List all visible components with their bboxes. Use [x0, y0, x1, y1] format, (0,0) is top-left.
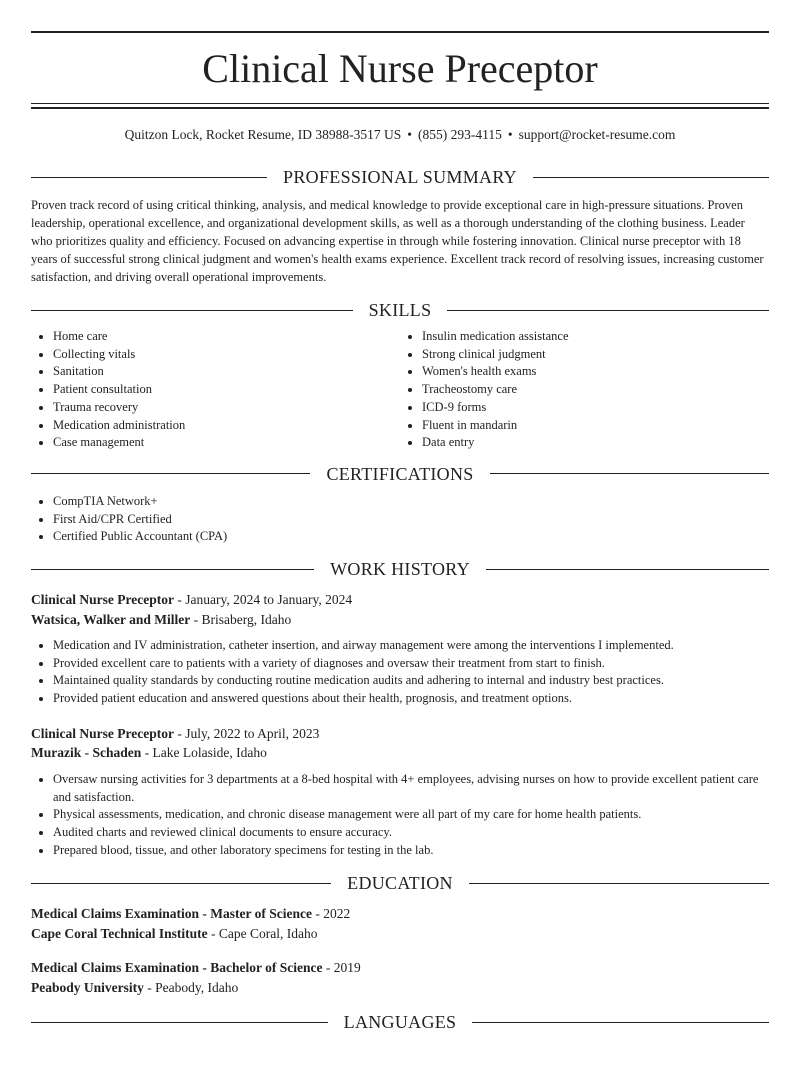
education-degree: Medical Claims Examination - Bachelor of Science: [31, 960, 323, 976]
skill-item: • Collecting vitals: [53, 346, 400, 364]
skill-item: • Home care: [53, 328, 400, 346]
skills-columns: [31, 328, 769, 452]
education-entry: [31, 904, 769, 943]
heading-rule: [31, 1022, 328, 1023]
education-school-line: [31, 978, 769, 998]
heading-rule: [490, 473, 769, 474]
section-title: PROFESSIONAL SUMMARY: [283, 167, 517, 187]
job-bullet: • Audited charts and reviewed clinical documents to ensure accuracy.: [53, 824, 769, 842]
job-company: Watsica, Walker and Miller: [31, 611, 191, 627]
section-title: CERTIFICATIONS: [326, 463, 474, 484]
job-bullet: • Provided excellent care to patients with a variety of diagnoses and oversaw their treatment from start to finish.: [53, 655, 769, 673]
skill-item: • Medication administration: [53, 417, 400, 435]
section-heading-languages: [31, 1011, 769, 1033]
section-title: EDUCATION: [347, 873, 453, 894]
contact-line: [31, 126, 769, 144]
job-company-line: [31, 743, 769, 763]
skill-item: • Tracheostomy care: [422, 381, 769, 399]
education-year: - 2019: [322, 960, 361, 976]
certification-item: • Certified Public Accountant (CPA): [53, 528, 769, 546]
skills-list-right: [400, 328, 769, 452]
certification-item: • CompTIA Network+: [53, 493, 769, 511]
section-heading-work-history: [31, 558, 769, 580]
resume-title: Clinical Nurse Preceptor: [202, 46, 598, 91]
contact-address: Quitzon Lock, Rocket Resume, ID 38988-3517 US: [124, 127, 402, 142]
heading-rule: [469, 883, 769, 884]
education-location: - Peabody, Idaho: [143, 979, 239, 995]
skill-item: • Sanitation: [53, 363, 400, 381]
education-school-line: [31, 924, 769, 944]
summary-text: Proven track record of using critical thinking, analysis, and medical knowledge to provide exceptional care in high-pressure situations. Proven leadership, operational excellence, and organizational development skills, as well as a thorough understanding of the clothing business. Leader who prioritizes quality and efficiency. Focused on advancing expertise in through while fostering innovation. Clinical nurse preceptor with 18 years of successful strong clinical judgment and women's health exams experience. Excellent track record of resolving issues, increasing customer satisfaction, and driving overall operational improvements.: [31, 198, 764, 284]
heading-rule: [486, 569, 769, 570]
contact-phone: (855) 293-4115: [418, 127, 502, 142]
job-bullets: [31, 637, 769, 708]
job-title-line: [31, 724, 769, 744]
heading-rule: [31, 310, 353, 311]
certification-item: • First Aid/CPR Certified: [53, 511, 769, 529]
top-rule: [31, 31, 769, 33]
job-bullet: • Prepared blood, tissue, and other laboratory specimens for testing in the lab.: [53, 842, 769, 860]
job-bullet: • Medication and IV administration, catheter insertion, and airway management were among the interventions I implemented.: [53, 637, 769, 655]
job-company: Murazik - Schaden: [31, 745, 142, 761]
job-location: - Lake Lolaside, Idaho: [141, 745, 267, 761]
heading-rule: [31, 473, 310, 474]
skills-list-left: [31, 328, 400, 452]
skill-item: • Patient consultation: [53, 381, 400, 399]
education-school: Peabody University: [31, 979, 144, 995]
section-title: SKILLS: [368, 300, 432, 320]
heading-rule: [31, 177, 267, 178]
certifications-list: [31, 493, 769, 546]
title-double-rule: [31, 103, 769, 109]
section-heading-skills: [31, 299, 769, 321]
job-bullet: • Maintained quality standards by conducting routine medication audits and adhering to internal and industry best practices.: [53, 672, 769, 690]
education-school: Cape Coral Technical Institute: [31, 925, 208, 941]
section-heading-summary: [31, 166, 769, 188]
heading-rule: [31, 569, 314, 570]
skill-item: • Data entry: [422, 434, 769, 452]
education-degree-line: [31, 958, 769, 978]
contact-separator: •: [507, 127, 513, 142]
job-title-line: [31, 590, 769, 610]
section-heading-certifications: [31, 463, 769, 485]
heading-rule: [533, 177, 769, 178]
job-bullet: • Provided patient education and answered questions about their health, prognosis, and treatment options.: [53, 690, 769, 708]
job-title: Clinical Nurse Preceptor: [31, 592, 174, 608]
education-entry: [31, 958, 769, 997]
job-dates: - January, 2024 to January, 2024: [173, 592, 353, 608]
skill-item: • Women's health exams: [422, 363, 769, 381]
job-bullet: • Physical assessments, medication, and chronic disease management were all part of my care for home health patients.: [53, 806, 769, 824]
education-degree: Medical Claims Examination - Master of Science: [31, 906, 312, 922]
job-entry: [31, 590, 769, 708]
job-bullets: [31, 771, 769, 860]
skill-item: • Fluent in mandarin: [422, 417, 769, 435]
job-company-line: [31, 610, 769, 630]
section-title: WORK HISTORY: [330, 559, 470, 580]
contact-separator: •: [407, 127, 413, 142]
job-title: Clinical Nurse Preceptor: [31, 725, 174, 741]
skill-item: • Insulin medication assistance: [422, 328, 769, 346]
job-location: - Brisaberg, Idaho: [190, 611, 292, 627]
heading-rule: [31, 883, 331, 884]
skill-item: • Strong clinical judgment: [422, 346, 769, 364]
education-degree-line: [31, 904, 769, 924]
skill-item: • ICD-9 forms: [422, 399, 769, 417]
heading-rule: [447, 310, 769, 311]
contact-email[interactable]: support@rocket-resume.com: [518, 127, 676, 142]
skill-item: • Trauma recovery: [53, 399, 400, 417]
section-title: LANGUAGES: [343, 1012, 457, 1033]
job-dates: - July, 2022 to April, 2023: [173, 725, 320, 741]
job-bullet: • Oversaw nursing activities for 3 departments at a 8-bed hospital with 4+ employees, advising nurses on how to provide excellent patient care and satisfaction.: [53, 771, 769, 806]
education-year: - 2022: [311, 906, 351, 922]
skill-item: • Case management: [53, 434, 400, 452]
education-location: - Cape Coral, Idaho: [207, 925, 318, 941]
resume-page: [0, 31, 800, 1033]
section-heading-education: [31, 872, 769, 894]
heading-rule: [472, 1022, 769, 1023]
job-entry: [31, 724, 769, 860]
